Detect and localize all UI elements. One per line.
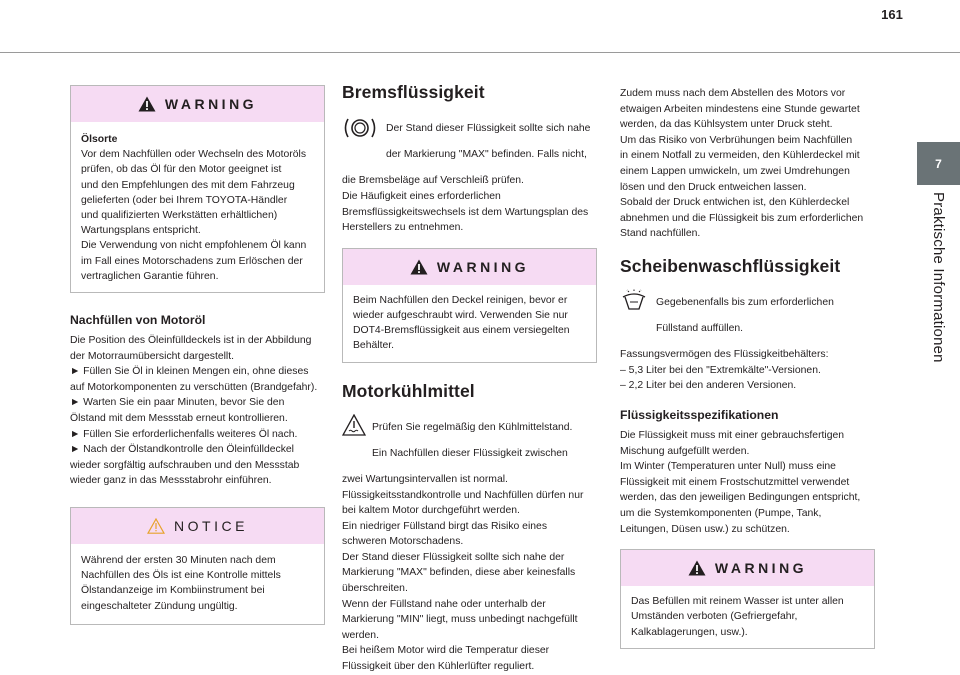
warning-line: gelieferten (oder bei Ihrem TOYOTA-Händler <box>81 194 288 206</box>
chapter-title: Praktische Informationen <box>930 192 947 363</box>
text-line: Wenn der Füllstand nahe oder unterhalb der <box>342 598 546 610</box>
text-line: Der Stand dieser Flüssigkeit sollte sich nahe der <box>342 551 565 563</box>
text-line: Leitungen, Düsen usw.) zu schützen. <box>620 523 790 535</box>
warning-line: Behälter. <box>353 340 395 352</box>
warning-box-oil-type <box>70 85 325 293</box>
text-line: Die Flüssigkeit muss mit einer gebrauchsfertigen <box>620 430 845 442</box>
text-line: ► Nach der Ölstandkontrolle den Öleinfülldeckel <box>70 444 294 456</box>
text-line: Prüfen Sie regelmäßig den Kühlmittelstand. <box>372 421 573 433</box>
warning-line: Umständen verboten (Gefriergefahr, <box>631 611 798 623</box>
notice-triangle-icon <box>147 518 165 534</box>
text-line: Im Winter (Temperaturen unter Null) muss eine <box>620 461 836 473</box>
text-line: werden, das den jeweiligen Bedingungen entspricht, <box>620 492 861 504</box>
oil-refill-text <box>70 333 325 489</box>
warning-triangle-icon <box>410 259 428 275</box>
text-line: Bei heißem Motor wird die Temperatur dieser <box>342 645 550 657</box>
warning-title: WARNING <box>714 560 808 577</box>
notice-box <box>70 507 325 625</box>
notice-line: Ölstandanzeige im Kombiinstrument bei <box>81 585 265 597</box>
warning-header <box>621 550 874 586</box>
text-line: Stand nachfüllen. <box>620 228 701 240</box>
warning-line: Beim Nachfüllen den Deckel reinigen, bevor er <box>353 294 568 306</box>
text-line: Ein niedriger Füllstand birgt das Risiko eines <box>342 520 548 532</box>
section-heading-washer-fluid: Scheibenwaschflüssigkeit <box>620 255 841 276</box>
text-line: Zudem muss nach dem Abstellen des Motors vor <box>620 88 846 99</box>
text-line: schweren Motorschadens. <box>342 536 464 548</box>
column-right <box>620 72 875 661</box>
warning-title: WARNING <box>164 96 258 112</box>
notice-header <box>71 508 324 544</box>
column-middle <box>342 72 597 675</box>
text-line: die Bremsbeläge auf Verschleiß prüfen. <box>342 175 524 187</box>
text-line: Die Position des Öleinfülldeckels ist in der Abbildung <box>70 335 312 347</box>
coolant-warning-icon <box>342 414 366 436</box>
text-line: Markierung "MIN" liegt, muss unbedingt nachgefüllt <box>342 614 578 626</box>
text-line: lösen und den Druck entweichen lassen. <box>620 181 807 193</box>
warning-line: im Fall eines Motorschadens zum Erlöschen der <box>81 255 303 267</box>
text-line: ► Warten Sie ein paar Minuten, bevor Sie den <box>70 397 285 409</box>
text-line: in einem Notfall zu vermeiden, den Kühlerdeckel mit <box>620 150 860 162</box>
text-line: bei kaltem Motor durchgeführt werden. <box>342 505 520 517</box>
warning-line: und qualifizierten Werkstätten erhältlichen) <box>81 210 278 222</box>
washer-fluid-icon <box>620 289 648 311</box>
warning-line: vertraglichen Garantie führen. <box>81 270 219 282</box>
warning-triangle-icon <box>138 96 156 112</box>
text-line: werden. <box>342 629 379 641</box>
text-line: Ölstand mit dem Messstab erneut kontrollieren. <box>70 413 288 424</box>
chapter-tab[interactable]: 7 <box>917 142 960 185</box>
text-line: etwaigen Arbeiten mindestens eine Stunde gewartet <box>620 103 860 115</box>
text-line: Herstellers zu entnehmen. <box>342 222 464 234</box>
warning-box-washer-fluid <box>620 549 875 649</box>
text-line: Markierung "MAX" befinden, diese aber keinesfalls <box>342 567 576 579</box>
section-heading-fluid-spec: Flüssigkeitsspezifikationen <box>620 408 779 423</box>
text-line: Ein Nachfüllen dieser Flüssigkeit zwischen <box>372 447 568 459</box>
warning-line: Das Befüllen mit reinem Wasser ist unter allen <box>631 596 844 608</box>
text-line: der Markierung "MAX" befinden. Falls nicht, <box>386 149 587 161</box>
text-line: ► Füllen Sie erforderlichenfalls weiteres Öl nach. <box>70 428 298 440</box>
warning-line: und den Empfehlungen des mit dem Fahrzeug <box>81 179 295 191</box>
text-line: zwei Wartungsintervallen ist normal. <box>342 473 508 485</box>
warning-title: WARNING <box>436 258 530 275</box>
text-line: abnehmen und die Flüssigkeit bis zum erforderlichen <box>620 212 864 224</box>
brake-warning-icon <box>342 115 378 141</box>
text-line: Der Stand dieser Flüssigkeit sollte sich nahe <box>386 123 591 135</box>
warning-line: Wartungsplans entspricht. <box>81 225 201 237</box>
column-left <box>70 72 325 637</box>
text-line: wieder sorgfältig aufschrauben und den Messstab <box>70 459 300 471</box>
warning-line: wieder aufgeschraubt wird. Verwenden Sie nur <box>353 309 568 321</box>
section-heading-oil-refill: Nachfüllen von Motoröl <box>70 313 206 328</box>
text-line: Flüssigkeit über den Kühlerlüfter reguliert. <box>342 661 535 673</box>
top-rule <box>0 52 960 53</box>
page-number: 161 <box>881 7 903 22</box>
warning-triangle-icon <box>688 560 706 576</box>
text-line: – 5,3 Liter bei den "Extremkälte"-Versionen. <box>620 364 821 376</box>
coolant-lead <box>342 410 597 472</box>
section-heading-coolant: Motorkühlmittel <box>342 380 475 401</box>
text-line: wieder ganz in das Messstabrohr einführen. <box>70 475 272 487</box>
text-line: Mischung aufgefüllt werden. <box>620 445 750 457</box>
text-line: überschreiten. <box>342 583 408 595</box>
text-line: um die Systemkomponenten (Pumpe, Tank, <box>620 508 822 520</box>
text-line: – 2,2 Liter bei den anderen Versionen. <box>620 380 797 392</box>
notice-line: eingeschalteter Zündung ungültig. <box>81 600 238 612</box>
text-line: Fassungsvermögen des Flüssigkeitbehälters: <box>620 349 829 361</box>
notice-line: Während der ersten 30 Minuten nach dem <box>81 554 276 566</box>
warning-line: Kalkablagerungen, usw.). <box>631 626 748 638</box>
washer-fluid-lead <box>620 285 875 347</box>
text-line: Bremsflüssigkeitswechsels ist dem Wartungsplan des <box>342 206 589 218</box>
text-line: werden, da das Kühlsystem unter Druck steht. <box>620 119 833 131</box>
brake-fluid-lead <box>342 111 597 173</box>
text-line: Sobald der Druck entwichen ist, den Kühlerdeckel <box>620 197 850 209</box>
warning-line: Die Verwendung von nicht empfohlenem Öl kann <box>81 240 307 252</box>
text-line: auf Motorkomponenten zu verschütten (Brandgefahr). <box>70 381 318 393</box>
warning-header <box>71 86 324 122</box>
text-line: Gegebenenfalls bis zum erforderlichen <box>656 297 834 309</box>
coolant-continued-text <box>620 86 875 242</box>
warning-heading: Ölsorte <box>81 134 118 145</box>
warning-line: prüfen, ob das Öl für den Motor geeignet ist <box>81 164 282 176</box>
text-line: Um das Risiko von Verbrühungen beim Nachfüllen <box>620 134 853 146</box>
text-line: Flüssigkeit mit einem Frostschutzmittel verwendet <box>620 476 850 488</box>
warning-line: Vor dem Nachfüllen oder Wechseln des Motoröls <box>81 149 307 161</box>
text-line: einem Lappen umwickeln, um zwei Umdrehungen <box>620 165 850 177</box>
notice-title: NOTICE <box>174 517 248 534</box>
warning-header <box>343 249 596 285</box>
text-line: Flüssigkeitsstandkontrolle und Nachfüllen dürfen nur <box>342 489 584 501</box>
warning-box-brake-fluid <box>342 248 597 363</box>
text-line: Füllstand auffüllen. <box>656 323 744 335</box>
text-line: Die Häufigkeit eines erforderlichen <box>342 190 501 202</box>
section-heading-brake-fluid: Bremsflüssigkeit <box>342 82 485 102</box>
text-line: ► Füllen Sie Öl in kleinen Mengen ein, ohne dieses <box>70 366 309 378</box>
notice-line: Nachfüllen des Öls ist eine Kontrolle mittels <box>81 570 281 582</box>
text-line: der Motorraumübersicht dargestellt. <box>70 350 235 362</box>
warning-line: DOT4-Bremsflüssigkeit aus einem versiegelten <box>353 325 570 337</box>
